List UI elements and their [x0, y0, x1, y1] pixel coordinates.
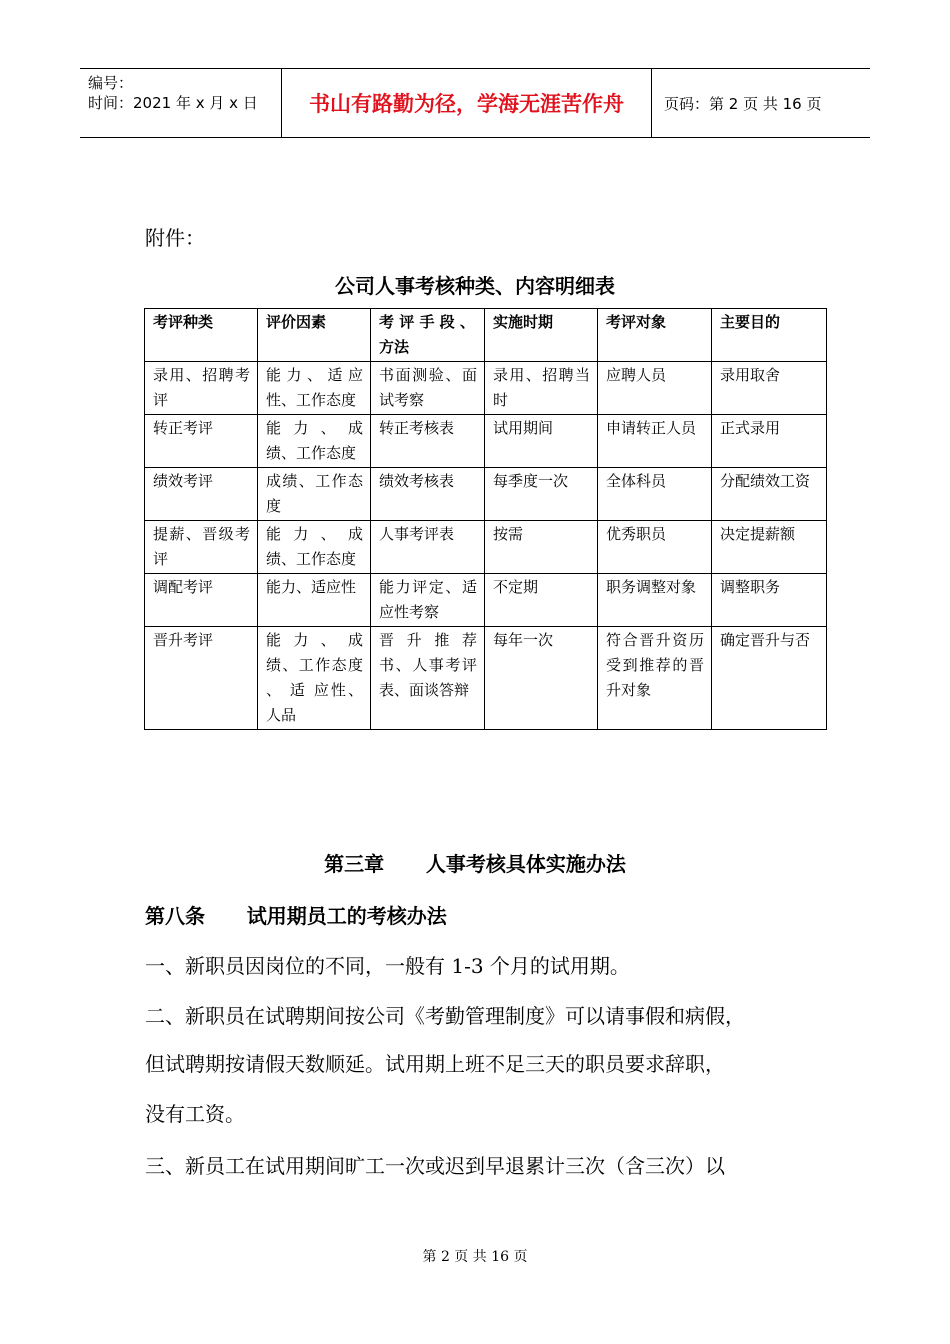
table-cell: 全体科员	[598, 468, 712, 521]
table-header-row	[145, 309, 827, 362]
paragraph-line: 但试聘期按请假天数顺延。试用期上班不足三天的职员要求辞职，	[145, 1052, 725, 1076]
table-row	[145, 468, 827, 521]
table-row	[145, 415, 827, 468]
table-cell: 应聘人员	[598, 362, 712, 415]
table-cell: 符合晋升资历受到推荐的晋升对象	[598, 627, 712, 730]
table-cell: 分配绩效工资	[712, 468, 827, 521]
table-cell: 每季度一次	[485, 468, 598, 521]
paragraph-line: 没有工资。	[145, 1102, 245, 1126]
column-header: 主要目的	[712, 309, 827, 362]
table-cell: 优秀职员	[598, 521, 712, 574]
table-row	[145, 362, 827, 415]
table-cell: 提薪、晋级考评	[145, 521, 258, 574]
table-cell: 绩效考核表	[371, 468, 485, 521]
page-header	[80, 68, 870, 138]
table-cell: 按需	[485, 521, 598, 574]
paragraph-line: 一、新职员因岗位的不同，一般有 1-3 个月的试用期。	[145, 954, 630, 978]
table-cell: 不定期	[485, 574, 598, 627]
column-header: 考 评 手 段 、方法	[371, 309, 485, 362]
assessment-table	[144, 308, 827, 730]
header-motto: 书山有路勤为径，学海无涯苦作舟	[282, 69, 652, 137]
table-cell: 调配考评	[145, 574, 258, 627]
table-cell: 能 力 、 成绩、工作态度	[258, 415, 371, 468]
table-cell: 申请转正人员	[598, 415, 712, 468]
table-title: 公司人事考核种类、内容明细表	[335, 274, 615, 298]
table-row	[145, 521, 827, 574]
header-page-label: 页码：第 2 页 共 16 页	[664, 94, 822, 113]
paragraph-line: 三、新员工在试用期间旷工一次或迟到早退累计三次（含三次）以	[145, 1154, 725, 1178]
table-cell: 试用期间	[485, 415, 598, 468]
header-time-label: 时间：2021 年 x 月 x 日	[88, 94, 258, 112]
table-row	[145, 574, 827, 627]
table-row	[145, 627, 827, 730]
table-cell: 晋 升 推 荐书、人事考评表、面谈答辩	[371, 627, 485, 730]
table-cell: 调整职务	[712, 574, 827, 627]
table-cell: 绩效考评	[145, 468, 258, 521]
table-cell: 决定提薪额	[712, 521, 827, 574]
column-header: 考评对象	[598, 309, 712, 362]
table-cell: 录用、招聘当时	[485, 362, 598, 415]
table-cell: 职务调整对象	[598, 574, 712, 627]
table-cell: 能力、适应性、工作态度	[258, 362, 371, 415]
table-cell: 正式录用	[712, 415, 827, 468]
table-cell: 每年一次	[485, 627, 598, 730]
table-cell: 录用取舍	[712, 362, 827, 415]
page-footer: 第 2 页 共 16 页	[422, 1249, 528, 1265]
table-cell: 能力评定、适应性考察	[371, 574, 485, 627]
table-cell: 录用、招聘考评	[145, 362, 258, 415]
header-number-label: 编号：	[88, 74, 134, 92]
table-cell: 能 力 、 成绩、工作态度	[258, 521, 371, 574]
table-cell: 转正考评	[145, 415, 258, 468]
table-cell: 人事考评表	[371, 521, 485, 574]
paragraph-line: 二、新职员在试聘期间按公司《考勤管理制度》可以请事假和病假，	[145, 1004, 745, 1028]
table-cell: 晋升考评	[145, 627, 258, 730]
table-cell: 能力、适应性	[258, 574, 371, 627]
table-cell: 成绩、工作态度	[258, 468, 371, 521]
chapter-title: 第三章 人事考核具体实施办法	[324, 852, 626, 876]
header-meta	[80, 69, 282, 137]
article-title: 第八条 试用期员工的考核办法	[145, 904, 447, 928]
table-cell: 能 力 、 成绩、工作态度 、 适 应性、人品	[258, 627, 371, 730]
table-cell: 确定晋升与否	[712, 627, 827, 730]
table-cell: 转正考核表	[371, 415, 485, 468]
column-header: 实施时期	[485, 309, 598, 362]
column-header: 评价因素	[258, 309, 371, 362]
column-header: 考评种类	[145, 309, 258, 362]
table-cell: 书面测验、面试考察	[371, 362, 485, 415]
attachment-label: 附件：	[145, 226, 205, 250]
